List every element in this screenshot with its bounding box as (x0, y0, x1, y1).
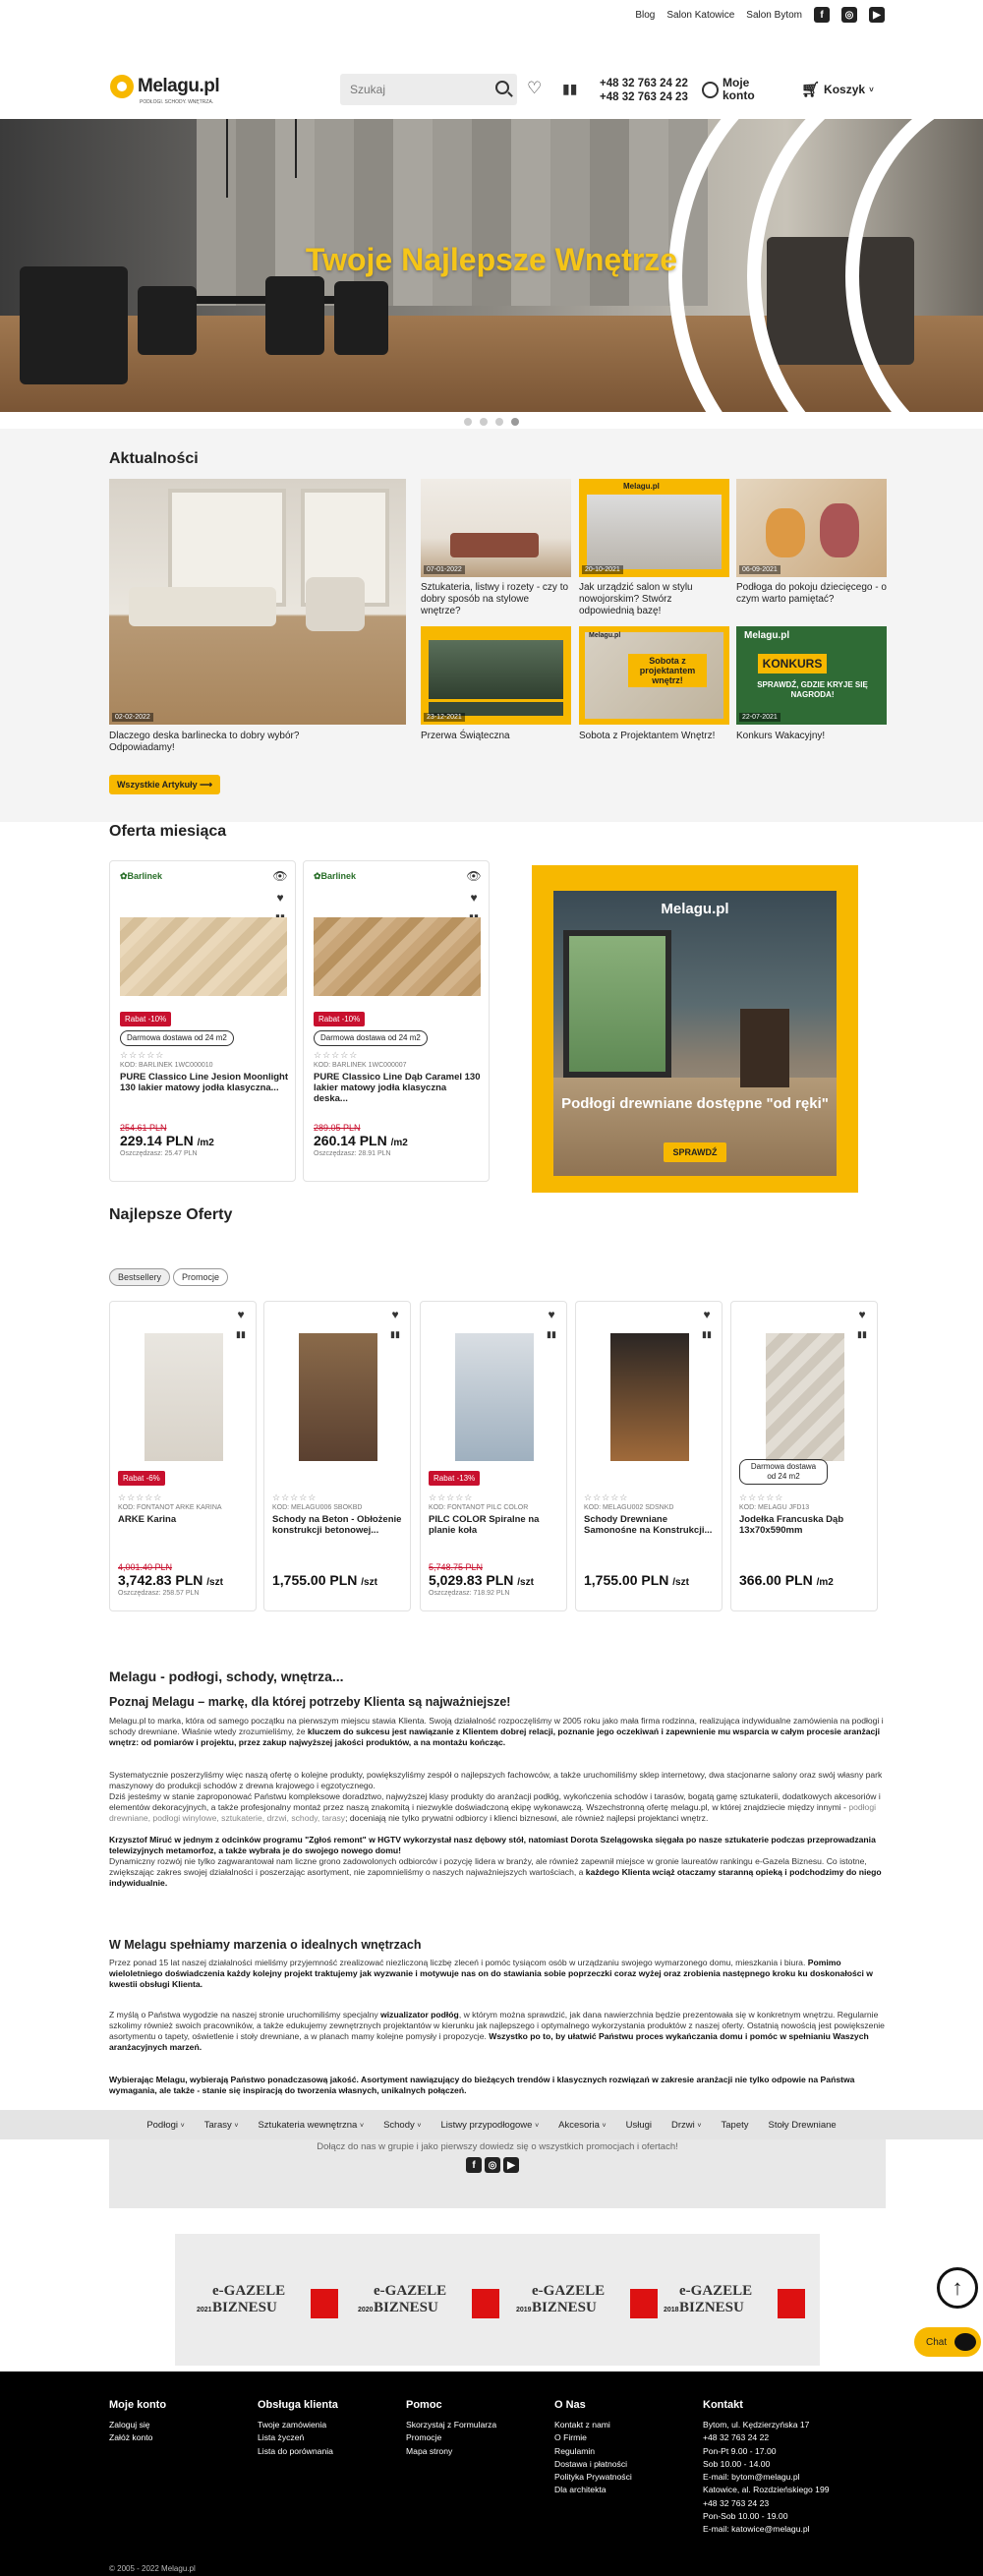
eye-icon[interactable]: 👁︎ (272, 869, 288, 883)
product-code: KOD: BARLINEK 1WC000007 (314, 1062, 407, 1069)
instagram-icon[interactable]: ◎ (485, 2157, 500, 2173)
footer-link[interactable]: Polityka Prywatności (554, 2472, 632, 2483)
footer-link[interactable]: +48 32 763 24 23 (703, 2497, 770, 2508)
footer-column (406, 2399, 496, 2458)
promo-text: Podłogi drewniane dostępne "od ręki" (561, 1095, 829, 1112)
news-image[interactable] (579, 479, 729, 577)
product-card[interactable] (420, 1301, 567, 1611)
chat-button[interactable] (914, 2327, 981, 2357)
news-date: 22-07-2021 (739, 713, 781, 722)
hero-lamp (295, 119, 297, 178)
product-image[interactable] (120, 917, 287, 996)
product-image[interactable] (455, 1333, 534, 1461)
price: 366.00 PLN (739, 1572, 813, 1588)
footer-link[interactable]: Pon-Pt 9.00 - 17.00 (703, 2445, 777, 2456)
award-label: e-GAZELE BIZNESU (532, 2283, 606, 2315)
search-placeholder: Szukaj (350, 83, 386, 96)
menu-item[interactable]: Stoły Drewniane (768, 2119, 837, 2131)
discount-badge: Rabat -13% (429, 1471, 480, 1486)
phone-1[interactable]: +48 32 763 24 22 (600, 78, 688, 89)
price: 260.14 PLN (314, 1133, 387, 1148)
award-year: 2018 (664, 2307, 679, 2313)
news-image[interactable] (421, 479, 571, 577)
footer-heading: Pomoc (406, 2399, 442, 2411)
footer-column (109, 2399, 166, 2445)
about-text-bold: wizualizator podłóg (380, 2010, 459, 2020)
savings: Oszczędzasz: 25.47 PLN (120, 1150, 198, 1157)
chevron-down-icon: ˅ (697, 2122, 702, 2130)
compare-icon[interactable]: ▮▮ (562, 81, 578, 96)
account-button[interactable] (702, 77, 762, 102)
news-date: 20-10-2021 (582, 565, 623, 574)
award-badge (193, 2279, 338, 2322)
promo-banner[interactable] (532, 865, 858, 1193)
product-image[interactable] (610, 1333, 689, 1461)
old-price: 5,748.75 PLN (429, 1562, 484, 1572)
news-date: 07-01-2022 (424, 565, 465, 574)
compare-icon[interactable]: ▮▮ (547, 1329, 556, 1339)
menu-item[interactable]: Schody ˅ (383, 2119, 422, 2131)
heart-icon[interactable]: ♥ (237, 1308, 245, 1321)
newsletter-social (466, 2157, 519, 2173)
footer (0, 2371, 983, 2576)
news-date: 23-12-2021 (424, 713, 465, 722)
image-logo: Melagu.pl (623, 482, 660, 491)
about-subtitle: Poznaj Melagu – markę, dla której potrzeby Klienta są najważniejsze! (109, 1695, 511, 1709)
award-badge (660, 2279, 805, 2322)
newsletter-text: Dołącz do nas w grupie i jako pierwszy dowiedz się o wszystkich promocjach i ofertach! (317, 2141, 678, 2152)
news-caption[interactable]: Dlaczego deska barlinecka to dobry wybór? Odpowiadamy! (109, 731, 300, 753)
about-text: Systematycznie poszerzyliśmy więc naszą ofertę o kolejne produkty, powiększyliśmy zespół o najlepszych fachowców, a także uruchomiliśmy sklep internetowy, dwa stacjonarne salony oraz swój własny park maszynowy do produkcji schodów z drewna krajowego i egzotycznego. (109, 1770, 883, 1790)
award-label: e-GAZELE BIZNESU (679, 2283, 753, 2315)
compare-icon[interactable]: ▮▮ (390, 1329, 400, 1339)
logo-text: Melagu.pl (138, 76, 220, 96)
about-categories-links[interactable]: podłogi drewniane, podłogi winylowe, sztukaterie, drzwi, schody, tarasy (109, 1802, 877, 1823)
scroll-top-button[interactable] (937, 2267, 978, 2309)
slide-dot[interactable] (464, 418, 472, 426)
award-year: 2019 (516, 2307, 532, 2313)
product-name[interactable]: Jodełka Francuska Dąb 13x70x590mm (739, 1514, 844, 1536)
product-name[interactable]: PURE Classico Line Jesion Moonlight 130 lakier matowy jodła klasyczna... (120, 1072, 289, 1093)
footer-link[interactable]: Lista do porównania (258, 2445, 333, 2456)
menu-item[interactable]: Usługi (625, 2119, 653, 2131)
child (820, 503, 859, 557)
image-logo: Melagu.pl (744, 630, 790, 641)
cart-label: Koszyk (824, 83, 866, 96)
menu-item[interactable]: Tarasy ˅ (203, 2119, 239, 2131)
product-name[interactable]: PILC COLOR Spiralne na planie koła (429, 1514, 540, 1536)
about-text-bold: Pomimo wieloletniego doświadczenia każdy kolejny projekt traktujemy jak wyzwanie i motywuje nas on do stawiania sobie poprzeczki coraz wyżej oraz zrobienia następnego kroku ku doskonałości w kwestii obsługi Klienta. (109, 1958, 873, 1989)
footer-link[interactable]: Kontakt z nami (554, 2420, 610, 2430)
price: 229.14 PLN (120, 1133, 194, 1148)
footer-link[interactable]: E-mail: katowice@melagu.pl (703, 2524, 810, 2535)
discount-badge: Rabat -10% (120, 1012, 171, 1026)
search-input[interactable] (340, 74, 517, 105)
footer-heading: O Nas (554, 2399, 586, 2411)
chevron-down-icon: ˅ (359, 2122, 365, 2130)
product-code: KOD: MELAGU006 SBOKBD (272, 1504, 363, 1511)
news-image[interactable] (421, 626, 571, 725)
chevron-down-icon: ˅ (417, 2122, 422, 2130)
cart-icon: 🛒︎ (801, 82, 821, 98)
footer-link[interactable]: Bytom, ul. Kędzierzyńska 17 (703, 2420, 810, 2430)
photo (429, 640, 563, 699)
product-name[interactable]: Schody Drewniane Samonośne na Konstrukcji... (584, 1514, 713, 1536)
all-articles-button[interactable]: Wszystkie Artykuły ⟶ (109, 775, 220, 794)
price: 1,755.00 PLN (584, 1572, 669, 1588)
award-year: 2020 (358, 2307, 374, 2313)
award-label: e-GAZELE BIZNESU (212, 2283, 286, 2315)
menu-item[interactable]: Listwy przypodłogowe ˅ (440, 2119, 540, 2131)
compare-icon[interactable]: ▮▮ (236, 1329, 246, 1339)
heart-icon[interactable]: ♥ (858, 1308, 866, 1321)
about-text: Dynamiczny rozwój nie tylko zagwarantował nam liczne grono zadowolonych odbiorców i pozycję lidera w branży, ale również zapewnił miejsce w gronie laureatów rankingu e-Gazela Biznesu. Co istotne, zwiększając zakres swojej działalności i poszerzając asortyment, nie zapomnieliśmy o naszych najważniejszych wartościach, a (109, 1856, 867, 1877)
hero-title: Twoje Najlepsze Wnętrze (305, 242, 678, 277)
about-title: Melagu - podłogi, schody, wnętrza... (109, 1669, 344, 1684)
menu-item[interactable]: Sztukateria wewnętrzna ˅ (258, 2119, 365, 2131)
footer-link[interactable]: O Firmie (554, 2432, 587, 2443)
category-menu (0, 2110, 983, 2139)
price-unit: /szt (206, 1577, 223, 1588)
hero-chair (334, 281, 388, 355)
menu-item[interactable]: Podłogi ˅ (146, 2119, 185, 2131)
compare-icon[interactable]: ▮▮ (857, 1329, 867, 1339)
brand-logo: ✿Barlinek (314, 871, 357, 881)
price: 1,755.00 PLN (272, 1572, 358, 1588)
news-image[interactable] (736, 626, 887, 725)
news-date: 06-09-2021 (739, 565, 781, 574)
product-code: KOD: BARLINEK 1WC000010 (120, 1062, 213, 1069)
price-unit: /szt (361, 1577, 377, 1588)
footer-link[interactable]: Zaloguj się (109, 2420, 150, 2430)
top-bar (0, 0, 983, 29)
product-code: KOD: FONTANOT ARKE KARINA (118, 1504, 222, 1511)
old-price: 4,001.40 PLN (118, 1562, 173, 1572)
hero-chair (20, 266, 128, 384)
old-price: 289.05 PLN (314, 1123, 361, 1133)
product-card[interactable] (109, 1301, 257, 1611)
heart-icon[interactable]: ♥ (391, 1308, 399, 1321)
discount-badge: Rabat -6% (118, 1471, 165, 1486)
heart-icon[interactable]: ♥ (703, 1308, 711, 1321)
image-subheadline: SPRAWDŹ, GDZIE KRYJE SIĘ NAGRODA! (757, 680, 868, 699)
rating-stars: ☆☆☆☆☆ (118, 1493, 163, 1502)
product-card[interactable] (575, 1301, 723, 1611)
footer-link[interactable]: Promocje (406, 2432, 442, 2443)
chevron-down-icon: ˅ (180, 2122, 185, 2130)
about-text: Dziś jesteśmy w stanie zaproponować Państwu kompleksowe doradztwo, najwyższej klasy produkty do aranżacji podłóg, wykończenia schodów i tarasów, bogatą gamę sztukaterii, dodatkowych akcesoriów i elementów dekoracyjnych, a także profesjonalny montaż przez naszą znakomitą i niezwykle doświadczoną ekipę wykonawczą. Wszechstronną ofertę melagu.pl, w której znajdziecie między innymi - (109, 1791, 881, 1812)
footer-link[interactable]: +48 32 763 24 22 (703, 2432, 770, 2443)
phone-2[interactable]: +48 32 763 24 23 (600, 91, 688, 103)
product-image[interactable] (145, 1333, 223, 1461)
account-label: Moje konto (723, 76, 755, 102)
award-badge (354, 2279, 499, 2322)
hero-dots (0, 418, 983, 426)
hero-banner[interactable] (0, 119, 983, 412)
savings: Oszczędzasz: 718.92 PLN (429, 1590, 510, 1597)
about-text-bold: każdego Klienta wciąż otaczamy staranną opieką i podchodzimy do niego indywidualnie. (109, 1867, 882, 1888)
news-caption[interactable]: Konkurs Wakacyjny! (736, 731, 826, 741)
slide-dot[interactable] (495, 418, 503, 426)
child (766, 508, 805, 557)
about-text-bold: Wszystko po to, by ułatwić Państwu proces wykańczania domu i pomóc w spełnianiu Waszych aranżacyjnych marzeń. (109, 2031, 869, 2052)
promo-image (553, 891, 837, 1176)
heart-icon[interactable]: ♥ (470, 891, 478, 905)
salon-bytom-link[interactable]: Salon Bytom (746, 9, 802, 21)
product-card[interactable] (730, 1301, 878, 1611)
news-date: 02-02-2022 (112, 713, 153, 722)
heart-icon[interactable]: ♥ (276, 891, 284, 905)
promo-window (563, 930, 671, 1078)
discount-badge: Rabat -10% (314, 1012, 365, 1026)
tab-promotions[interactable]: Promocje (173, 1268, 228, 1286)
about-text: Przez ponad 15 lat naszej działalności mieliśmy przyjemność zrealizować niezliczoną liczbę zleceń i pomóc tysiącom osób w urządzaniu swojego wymarzonego domu, mieszkania i biura. (109, 1958, 808, 1967)
product-card[interactable] (263, 1301, 411, 1611)
delivery-badge: Darmowa dostawa od 24 m2 (314, 1030, 428, 1046)
puls-biznesu-logo (630, 2289, 658, 2318)
footer-heading: Moje konto (109, 2399, 167, 2411)
award-label: e-GAZELE BIZNESU (374, 2283, 447, 2315)
armchair (306, 577, 365, 631)
hero-lamp (226, 119, 228, 198)
product-code: KOD: MELAGU JFD13 (739, 1504, 810, 1511)
footer-heading: Kontakt (703, 2399, 743, 2411)
product-card[interactable] (303, 860, 490, 1182)
rating-stars: ☆☆☆☆☆ (272, 1493, 318, 1502)
chevron-down-icon: ˅ (234, 2122, 239, 2130)
phone-numbers[interactable] (600, 77, 688, 104)
footer-link[interactable]: Skorzystaj z Formularza (406, 2420, 497, 2430)
delivery-badge: Darmowa dostawa od 24 m2 (739, 1459, 828, 1485)
savings: Oszczędzasz: 28.91 PLN (314, 1150, 391, 1157)
slide-dot-active[interactable] (511, 418, 519, 426)
menu-item[interactable]: Akcesoria ˅ (558, 2119, 607, 2131)
news-image[interactable] (579, 626, 729, 725)
product-code: KOD: FONTANOT PILC COLOR (429, 1504, 529, 1511)
heart-icon[interactable]: ♥ (548, 1308, 555, 1321)
award-badge (512, 2279, 658, 2322)
rating-stars: ☆☆☆☆☆ (120, 1050, 165, 1060)
chevron-down-icon: ˅ (535, 2122, 540, 2130)
news-big-image[interactable] (109, 479, 406, 725)
about-text-bold: Wybierając Melagu, wybierają Państwo ponadczasową jakość. Asortyment nawiązujący do bieżących trendów i klasycznych rozwiązań w zakresie aranżacji nie tylko odpowie na Państwa wymagania, ale także - stanie się inspiracją do tworzenia własnych, unikalnych połączeń. (109, 2075, 855, 2095)
price-unit: /m2 (390, 1138, 408, 1148)
price-unit: /szt (672, 1577, 689, 1588)
logo[interactable] (110, 75, 220, 105)
footer-link[interactable]: Twoje zamówienia (258, 2420, 327, 2430)
image-headline: KONKURS (758, 654, 827, 673)
about-text: Melagu.pl to marka, która od samego początku na pierwszym miejscu stawia Klienta. Swoją działalność rozpoczęliśmy w 2005 roku jako mała firma rodzinna, realizująca indywidualne zamówienia na podłogi i schody drewniane. Właśnie wtedy zrozumieliśmy, że (109, 1716, 884, 1736)
news-image[interactable] (736, 479, 887, 577)
rating-stars: ☆☆☆☆☆ (739, 1493, 784, 1502)
photo (587, 495, 722, 569)
menu-item[interactable]: Drzwi ˅ (671, 2119, 702, 2131)
facebook-icon[interactable]: f (814, 7, 830, 23)
footer-column (258, 2399, 338, 2458)
image-headline: Sobota z projektantem wnętrz! (628, 654, 707, 687)
rating-stars: ☆☆☆☆☆ (429, 1493, 474, 1502)
about-text-bold: Krzysztof Miruć w jednym z odcinków programu "Zgłoś remont" w HGTV wykorzystał nasz dębowy stół, natomiast Dorota Szelągowska sięgała po nasze sztukaterie podczas przeprowadzania telewizyjnych metamorfoz, a także wybrała je do swojego nowego domu! (109, 1835, 876, 1855)
product-name[interactable]: Schody na Beton - Obłożenie konstrukcji betonowej... (272, 1514, 402, 1536)
instagram-icon[interactable]: ◎ (841, 7, 857, 23)
footer-column (554, 2399, 632, 2497)
news-caption[interactable]: Podłoga do pokoju dziecięcego - o czym warto pamiętać? (736, 582, 887, 605)
chevron-down-icon: ˅ (602, 2122, 607, 2130)
logo-subtitle: PODŁOGI. SCHODY. WNĘTRZA. (140, 99, 214, 105)
copyright: © 2005 - 2022 Melagu.pl (109, 2564, 196, 2573)
product-image[interactable] (314, 917, 481, 996)
header (0, 69, 983, 113)
puls-biznesu-logo (472, 2289, 499, 2318)
price-unit: /m2 (197, 1138, 214, 1148)
footer-link[interactable]: Dostawa i płatności (554, 2458, 628, 2469)
footer-column (703, 2399, 830, 2537)
product-image[interactable] (766, 1333, 844, 1461)
footer-link[interactable]: Załóż konto (109, 2432, 153, 2443)
news-caption[interactable]: Sobota z Projektantem Wnętrz! (579, 731, 716, 741)
rating-stars: ☆☆☆☆☆ (314, 1050, 359, 1060)
about-text: , w którym można sprawdzić, jak dana nawierzchnia będzie prezentowała się w konkretnym wnętrzu. Regularnie szkolimy również swoich pracowników, a także edukujemy zewnętrznych projektantów w kierunku jak najlepszego i optymalnego wykorzystania produktów z naszej oferty. Ostatnią nowością jest powiększenie asortymentu o tapety, oświetlenie i stoły drewniane, a w planach mamy kolejne pomysły i propozycje. (109, 2010, 885, 2041)
arrow-up-icon: ↑ (952, 2275, 963, 2300)
footer-link[interactable]: Pon-Sob 10.00 - 19.00 (703, 2511, 788, 2522)
tab-bestsellers[interactable]: Bestsellery (109, 1268, 170, 1286)
facebook-icon[interactable]: f (466, 2157, 482, 2173)
about-text: ; doceniają nie tylko prywatni odbiorcy i klienci biznesowi, ale również najlepsi projektanci wnętrz. (345, 1813, 709, 1823)
product-name[interactable]: PURE Classico Line Dąb Caramel 130 lakier matowy jodła klasyczna deska... (314, 1072, 481, 1104)
promo-logo: Melagu.pl (661, 901, 729, 917)
user-icon (702, 82, 719, 98)
sofa (450, 533, 539, 557)
savings: Oszczędzasz: 258.57 PLN (118, 1590, 200, 1597)
footer-link[interactable]: Mapa strony (406, 2445, 453, 2456)
logo-mark-icon (110, 75, 134, 98)
about-text-bold: kluczem do sukcesu jest nawiązanie z Klientem dobrej relacji, poznanie jego oczekiwań i zapewnienie mu wsparcia w całym procesie aranżacji wnętrz: od pomiarów i projektu, przez zakup najwyższej jakości produktów, a na montażu kończąc. (109, 1727, 881, 1747)
youtube-icon[interactable]: ▶ (869, 7, 885, 23)
about-text: Z myślą o Państwa wygodzie na naszej stronie uruchomiliśmy specjalny (109, 2010, 381, 2020)
salon-katowice-link[interactable]: Salon Katowice (666, 9, 735, 21)
chat-label: Chat (926, 2336, 948, 2348)
footer-link[interactable]: Katowice, al. Rozdzieńskiego 199 (703, 2485, 830, 2495)
hero-chair (138, 286, 197, 355)
newsletter-box (109, 2139, 886, 2208)
old-price: 254.61 PLN (120, 1123, 167, 1133)
product-card[interactable] (109, 860, 296, 1182)
price: 3,742.83 PLN (118, 1572, 203, 1588)
award-year: 2021 (197, 2307, 212, 2313)
puls-biznesu-logo (778, 2289, 805, 2318)
news-caption[interactable]: Sztukateria, listwy i rozety - czy to dobry sposób na stylowe wnętrze? (421, 582, 569, 616)
sofa (129, 587, 276, 626)
news-title: Aktualności (109, 450, 199, 467)
promo-check-button[interactable]: SPRAWDŹ (664, 1142, 726, 1162)
delivery-badge: Darmowa dostawa od 24 m2 (120, 1030, 234, 1046)
price-unit: /szt (517, 1577, 534, 1588)
footer-link[interactable]: Dla architekta (554, 2485, 607, 2495)
news-caption[interactable]: Jak urządzić salon w stylu nowojorskim? Stwórz odpowiednią bazę! (579, 582, 693, 616)
image-logo: Melagu.pl (589, 632, 621, 639)
product-name[interactable]: ARKE Karina (118, 1514, 177, 1525)
footer-link[interactable]: Regulamin (554, 2445, 596, 2456)
chat-bubble-icon (954, 2333, 976, 2351)
slide-dot[interactable] (480, 418, 488, 426)
compare-icon[interactable]: ▮▮ (702, 1329, 712, 1339)
eye-icon[interactable]: 👁︎ (466, 869, 482, 883)
blog-link[interactable]: Blog (635, 9, 656, 21)
product-code: KOD: MELAGU002 SDSNKD (584, 1504, 674, 1511)
footer-link[interactable]: E-mail: bytom@melagu.pl (703, 2472, 800, 2483)
offer-month-title: Oferta miesiąca (109, 823, 227, 840)
price: 5,029.83 PLN (429, 1572, 514, 1588)
price-unit: /m2 (816, 1577, 834, 1588)
chevron-down-icon: ˅ (869, 85, 874, 94)
footer-link[interactable]: Sob 10.00 - 14.00 (703, 2458, 771, 2469)
rating-stars: ☆☆☆☆☆ (584, 1493, 629, 1502)
promo-stool (740, 1009, 789, 1087)
best-offers-title: Najlepsze Oferty (109, 1206, 233, 1223)
hero-chair (265, 276, 324, 355)
footer-heading: Obsługa klienta (258, 2399, 338, 2411)
menu-item[interactable]: Tapety (721, 2119, 749, 2131)
footer-link[interactable]: Lista życzeń (258, 2432, 305, 2443)
product-image[interactable] (299, 1333, 377, 1461)
puls-biznesu-logo (311, 2289, 338, 2318)
news-caption[interactable]: Przerwa Świąteczna (421, 731, 510, 741)
about-subtitle: W Melagu spełniamy marzenia o idealnych wnętrzach (109, 1938, 422, 1952)
youtube-icon[interactable]: ▶ (503, 2157, 519, 2173)
search-icon[interactable] (495, 81, 509, 94)
heart-icon[interactable]: ♡ (527, 79, 543, 97)
cart-button[interactable] (801, 81, 874, 98)
brand-logo: ✿Barlinek (120, 871, 163, 881)
